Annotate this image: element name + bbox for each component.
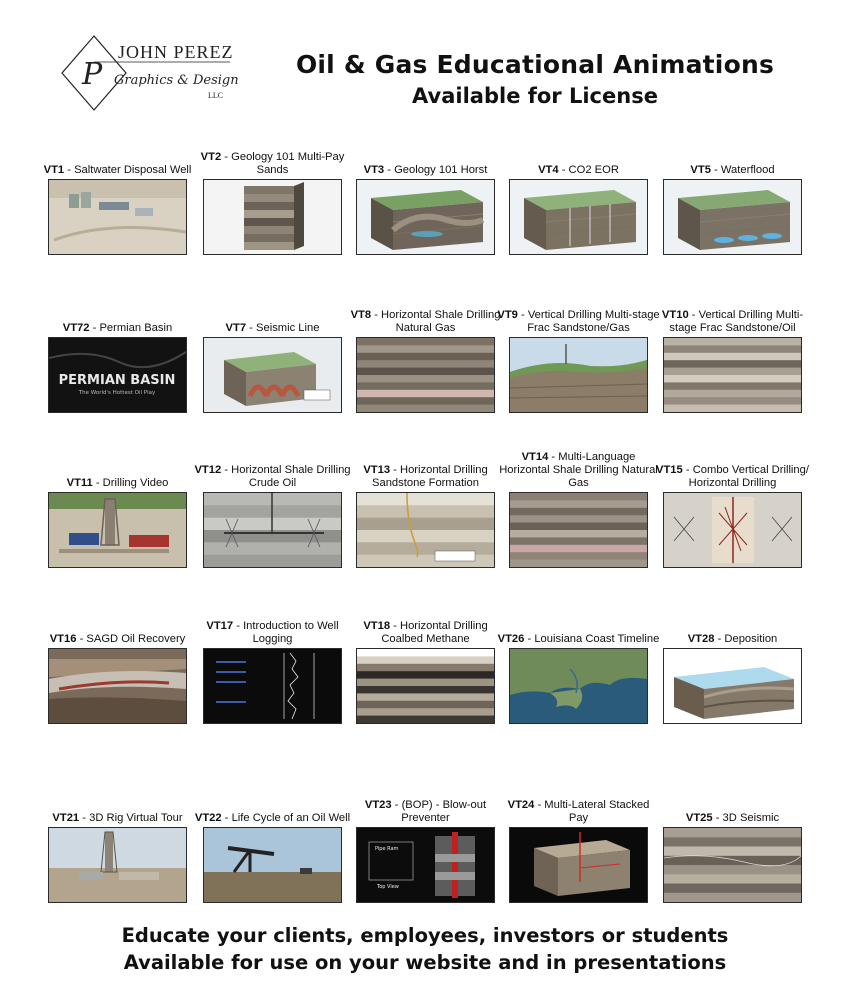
video-title: - Vertical Drilling Multi-stage Frac Sandstone/Gas [517, 309, 660, 334]
video-caption [191, 293, 354, 335]
company-logo [58, 32, 238, 114]
video-caption [651, 604, 814, 646]
video-code: VT9 [497, 309, 518, 321]
video-thumbnail[interactable] [48, 648, 187, 724]
svg-text:P: P [82, 57, 103, 92]
video-title: - CO2 EOR [558, 164, 619, 176]
video-code: VT3 [363, 164, 385, 176]
video-caption [344, 783, 507, 825]
video-title: - Geology 101 Horst [384, 164, 488, 176]
video-code: VT8 [350, 309, 372, 321]
video-code: VT14 [521, 451, 549, 463]
video-caption [497, 783, 660, 825]
video-caption [497, 293, 660, 335]
video-code: VT24 [507, 799, 535, 811]
video-thumbnail[interactable] [509, 827, 648, 903]
video-thumbnail[interactable] [509, 179, 648, 255]
video-title: - Vertical Drilling Multi-stage Frac Sandstone/Oil [669, 309, 804, 334]
video-code: VT2 [200, 151, 222, 163]
video-title: - 3D Seismic [712, 812, 780, 824]
video-code: VT16 [49, 633, 77, 645]
video-caption [651, 448, 814, 490]
video-caption [651, 135, 814, 177]
video-title: - SAGD Oil Recovery [76, 633, 186, 645]
video-thumbnail[interactable] [48, 492, 187, 568]
video-thumbnail[interactable] [663, 337, 802, 413]
video-caption [191, 783, 354, 825]
video-title: - Horizontal Drilling Coalbed Methane [381, 620, 488, 645]
video-thumbnail[interactable] [203, 648, 342, 724]
video-thumbnail[interactable] [356, 492, 495, 568]
video-code: VT28 [687, 633, 715, 645]
video-title: - Drilling Video [92, 477, 169, 489]
video-code: VT11 [66, 477, 93, 489]
video-title: - Multi-Lateral Stacked Pay [534, 799, 650, 824]
video-thumbnail[interactable] [203, 337, 342, 413]
video-caption [344, 604, 507, 646]
video-title: - Geology 101 Multi-Pay Sands [221, 151, 345, 176]
footer-line-2: Available for use on your website and in presentations [123, 951, 727, 974]
video-thumbnail[interactable] [356, 827, 495, 903]
video-thumbnail[interactable] [509, 492, 648, 568]
video-code: VT1 [43, 164, 65, 176]
video-title: - Combo Vertical Drilling/ Horizontal Drilling [682, 464, 809, 489]
video-title: - Louisiana Coast Timeline [524, 633, 660, 645]
video-caption [36, 448, 199, 490]
video-caption [36, 293, 199, 335]
video-title: - 3D Rig Virtual Tour [79, 812, 183, 824]
page-subtitle: Available for License [412, 84, 658, 108]
video-title: - Permian Basin [89, 322, 173, 334]
video-title: - Waterflood [710, 164, 775, 176]
video-title: - (BOP) - Blow-out Preventer [391, 799, 487, 824]
video-caption [344, 448, 507, 490]
video-caption [497, 135, 660, 177]
video-title: - Deposition [714, 633, 778, 645]
video-caption [497, 604, 660, 646]
video-caption [191, 604, 354, 646]
video-thumbnail[interactable] [356, 337, 495, 413]
video-row [48, 604, 808, 744]
video-thumbnail[interactable] [509, 337, 648, 413]
video-code: VT13 [363, 464, 391, 476]
svg-text:JOHN PEREZ: JOHN PEREZ [118, 42, 234, 62]
video-row [48, 448, 808, 588]
video-thumbnail[interactable] [203, 492, 342, 568]
video-caption [191, 448, 354, 490]
video-caption [191, 135, 354, 177]
video-row [43, 135, 808, 275]
video-thumbnail[interactable] [356, 179, 495, 255]
video-title: - Introduction to Well Logging [233, 620, 339, 645]
video-thumbnail[interactable] [48, 827, 187, 903]
video-title: - Horizontal Drilling Sandstone Formation [372, 464, 488, 489]
video-row [48, 783, 808, 923]
video-code: VT25 [685, 812, 713, 824]
video-thumbnail[interactable] [48, 179, 187, 255]
video-title: - Horizontal Shale Drilling Natural Gas [371, 309, 501, 334]
video-caption [344, 293, 507, 335]
video-title: - Saltwater Disposal Well [64, 164, 192, 176]
video-thumbnail[interactable] [663, 827, 802, 903]
video-thumbnail[interactable] [663, 492, 802, 568]
video-caption [36, 783, 199, 825]
video-caption [344, 135, 507, 177]
video-code: VT10 [661, 309, 689, 321]
video-title: - Seismic Line [246, 322, 320, 334]
permian-thumb-sub: The World's Hottest Oil Play [78, 390, 156, 396]
video-code: VT5 [690, 164, 711, 176]
video-thumbnail[interactable] [509, 648, 648, 724]
video-code: VT23 [364, 799, 392, 811]
video-code: VT12 [194, 464, 222, 476]
video-code: VT18 [363, 620, 391, 632]
video-code: VT22 [194, 812, 222, 824]
video-caption [651, 783, 814, 825]
video-code: VT4 [538, 164, 559, 176]
video-title: - Horizontal Shale Drilling Crude Oil [221, 464, 351, 489]
video-code: VT17 [206, 620, 234, 632]
video-code: VT15 [656, 464, 683, 476]
video-code: VT21 [52, 812, 80, 824]
permian-thumb-title: PERMIAN BASIN [58, 373, 176, 388]
video-title: - Multi-Language Horizontal Shale Drilling Natural Gas [499, 451, 658, 489]
video-thumbnail[interactable] [203, 179, 342, 255]
footer-line-1: Educate your clients, employees, investors or students [121, 924, 729, 947]
video-thumbnail[interactable] [356, 648, 495, 724]
video-thumbnail[interactable] [48, 337, 187, 413]
bop-thumb-label-2: Top View [377, 884, 399, 890]
video-row [48, 293, 808, 433]
video-code: VT26 [497, 633, 525, 645]
video-caption [36, 604, 199, 646]
svg-text:LLC: LLC [208, 91, 224, 100]
video-thumbnail[interactable] [663, 179, 802, 255]
video-thumbnail[interactable] [663, 648, 802, 724]
video-caption [497, 448, 660, 490]
video-code: VT7 [225, 322, 247, 334]
svg-text:Graphics & Design: Graphics & Design [114, 73, 238, 88]
video-thumbnail[interactable] [203, 827, 342, 903]
page-title: Oil & Gas Educational Animations [295, 50, 775, 79]
video-caption [651, 293, 814, 335]
video-title: - Life Cycle of an Oil Well [221, 812, 351, 824]
bop-thumb-label-1: Pipe Ram [375, 846, 399, 852]
video-caption [36, 135, 199, 177]
video-code: VT72 [62, 322, 90, 334]
